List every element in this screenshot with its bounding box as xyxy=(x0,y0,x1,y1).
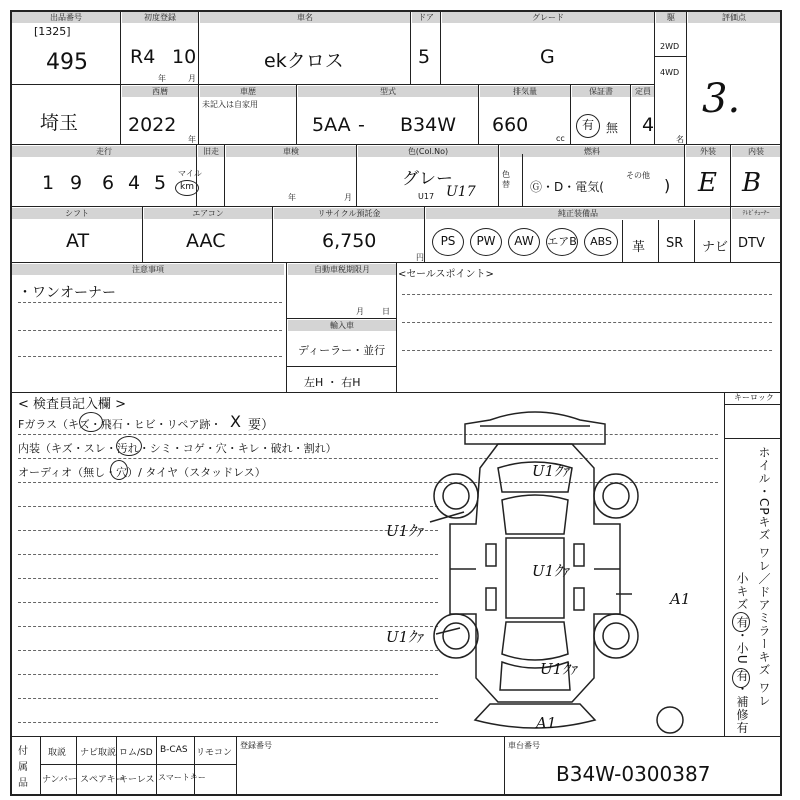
fuel-other: その他 xyxy=(626,171,650,180)
color-code-label: U17 xyxy=(418,192,435,201)
frame-number: B34W-0300387 xyxy=(556,762,711,786)
first-reg-label: 初度登録 xyxy=(122,12,198,23)
acc-rom-sd: ロム/SD xyxy=(119,748,153,758)
tv-label: ﾃﾚﾋﾞﾁｭｰﾅｰ xyxy=(732,208,780,219)
chassis-label: 車歴 xyxy=(200,86,296,97)
scratch-yes-circle xyxy=(732,612,750,632)
capacity-unit: 名 xyxy=(676,135,684,144)
equipment-dtv: DTV xyxy=(738,236,765,251)
acc-keyless: キーレス xyxy=(119,775,155,785)
ac-value: AAC xyxy=(186,230,226,252)
displacement-label: 排気量 xyxy=(480,86,570,97)
drive-4wd: 4WD xyxy=(660,68,680,77)
vehicle-name: ekクロス xyxy=(264,50,344,72)
equipment-aw: AW xyxy=(508,228,540,256)
year-char: 年 xyxy=(158,74,166,83)
score-value: 3. xyxy=(702,76,741,122)
damage-mark-left-rear: U1ｸｧ xyxy=(386,628,424,646)
equipment-abs: ABS xyxy=(584,228,618,256)
model-label: 型式 xyxy=(298,86,478,97)
doors-value: 5 xyxy=(418,46,431,68)
drive-2wd: 2WD xyxy=(660,42,680,51)
acc-manual: 取説 xyxy=(48,748,67,758)
mileage-label: 走行 xyxy=(12,146,196,157)
drive-label: 駆 xyxy=(656,12,686,23)
model-dash: - xyxy=(358,114,365,136)
equipment-label: 純正装備品 xyxy=(426,208,730,219)
equipment-navi: ナビ xyxy=(702,240,729,255)
tax-day-char: 日 xyxy=(382,307,390,316)
equipment-sunroof: SR xyxy=(666,236,684,251)
mileage-digit-4: 4 xyxy=(128,172,141,194)
exterior-label: 外装 xyxy=(686,146,730,157)
fuel-options: Ⓖ・D・電気( xyxy=(530,180,604,194)
reg-number-label: 登録番号 xyxy=(240,741,272,750)
fuel-close: ) xyxy=(664,176,671,195)
recycle-value: 6,750 xyxy=(322,230,377,252)
damage-mark-hood: U1ｸｧ xyxy=(532,462,570,480)
accessory-label: 付属品 xyxy=(18,746,28,789)
inspection-label: 車検 xyxy=(226,146,356,157)
model-prefix: 5AA xyxy=(312,114,351,136)
mileage-digit-3: 6 xyxy=(102,172,115,194)
damage-mark-left-front: U1ｸｧ xyxy=(386,522,424,540)
recycle-label: リサイクル預託金 xyxy=(274,208,424,219)
acc-smart-key: スマートキー xyxy=(158,773,206,782)
insp-month-char: 月 xyxy=(344,193,352,202)
lot-label: 出品番号 xyxy=(12,12,120,23)
steering-side: 左H ・ 右H xyxy=(304,376,361,389)
special-notes-label: 注意事項 xyxy=(12,264,284,275)
mileage-digit-5: 5 xyxy=(154,172,167,194)
acc-bcas: B-CAS xyxy=(160,745,188,755)
score-label: 評価点 xyxy=(688,12,780,23)
doors-label: ドア xyxy=(412,12,440,23)
color-code-hand: U17 xyxy=(446,184,476,200)
special-note-line: ・ワンオーナー xyxy=(18,285,116,301)
color-change-label: 色替 xyxy=(502,170,510,189)
vertical-note-1: ホイル・CPキズ ワレ／ドアミラーキズ ワレ xyxy=(757,446,771,708)
lot-code: [1325] xyxy=(34,25,71,38)
equipment-leather: 革 xyxy=(632,240,646,255)
lot-number: 495 xyxy=(46,50,88,75)
western-year-label: 西暦 xyxy=(122,86,198,97)
equipment-airbag: エアB xyxy=(546,228,578,256)
audio-line: オーディオ（無し・穴）/ タイヤ（スタッドレス） xyxy=(18,466,266,479)
glass-need: 要） xyxy=(248,418,275,433)
reg-month: 10 xyxy=(172,46,197,68)
equipment-pw: PW xyxy=(470,228,502,256)
spare-tire-icon xyxy=(654,704,686,736)
color-value: グレー xyxy=(402,169,453,189)
acc-spare-key: スペアキー xyxy=(80,775,125,785)
flying-stone-circle xyxy=(79,412,103,432)
yen-unit: 円 xyxy=(416,253,424,262)
insp-year-char: 年 xyxy=(288,193,296,202)
inspector-title: < 検査員記入欄 > xyxy=(18,397,127,412)
fuel-label: 燃料 xyxy=(500,146,684,157)
shift-label: シフト xyxy=(12,208,142,219)
month-char: 月 xyxy=(188,74,196,83)
import-type: ディーラー・並行 xyxy=(298,344,386,357)
mileage-digit-2: 9 xyxy=(70,172,83,194)
dent-yes-circle xyxy=(732,668,750,688)
old-mileage-label: 旧走 xyxy=(198,146,224,157)
model-code: B34W xyxy=(400,114,456,136)
interior-label: 内装 xyxy=(732,146,780,157)
mile-unit: マイル xyxy=(178,169,202,178)
sales-point-label: <セールスポイント> xyxy=(398,269,494,280)
interior-grade: B xyxy=(742,168,762,198)
vertical-note-2: 小キズ 有・小U 有・補修有 xyxy=(735,572,749,735)
warranty-label: 保証書 xyxy=(572,86,630,97)
acc-navi-manual: ナビ取説 xyxy=(80,748,117,758)
shift-value: AT xyxy=(66,230,90,252)
color-label: 色(Col.No) xyxy=(358,146,498,157)
damage-mark-roof: U1ｸｧ xyxy=(532,562,570,580)
capacity-label: 定員 xyxy=(632,86,654,97)
acc-remote: リモコン xyxy=(196,748,233,758)
stain-circle xyxy=(116,436,142,456)
western-year: 2022 xyxy=(128,114,177,136)
warranty-yes-circle: 有 xyxy=(576,114,600,138)
tax-month-char: 月 xyxy=(356,307,364,316)
damage-mark-tailgate: U1ｸｧ xyxy=(540,660,578,678)
import-label: 輸入車 xyxy=(288,320,396,331)
reg-era: R4 xyxy=(130,46,156,68)
grade-label: グレード xyxy=(442,12,654,23)
key-lock-label: キーロック xyxy=(734,393,774,402)
cc-unit: cc xyxy=(556,134,565,143)
exterior-grade: E xyxy=(698,168,717,198)
capacity: 4 xyxy=(642,114,655,136)
audio-hole-circle xyxy=(110,460,128,480)
glass-line: Fガラス（キズ・飛石・ヒビ・リペア跡・ xyxy=(18,418,222,431)
damage-mark-rear-bumper: A1 xyxy=(536,714,557,732)
tax-month-label: 自動車税期限月 xyxy=(288,264,396,275)
grade-value: G xyxy=(540,46,555,68)
warranty-no: 無 xyxy=(606,121,619,135)
name-label: 車名 xyxy=(200,12,410,23)
mileage-digit-1: 1 xyxy=(42,172,55,194)
acc-number-plate: ナンバー xyxy=(42,775,77,785)
damage-mark-right-side: A1 xyxy=(670,590,691,608)
western-year-char: 年 xyxy=(188,135,196,144)
displacement: 660 xyxy=(492,114,529,136)
glass-mark: X xyxy=(230,412,241,431)
km-unit-circle: km xyxy=(175,180,199,196)
region: 埼玉 xyxy=(40,112,79,134)
ac-label: エアコン xyxy=(144,208,272,219)
equipment-ps: PS xyxy=(432,228,464,256)
interior-line: 内装（キズ・スレ・汚れ・シミ・コゲ・穴・キレ・破れ・割れ） xyxy=(18,442,337,455)
frame-number-label: 車台番号 xyxy=(508,741,540,750)
chassis-note: 未記入は自家用 xyxy=(202,100,258,109)
